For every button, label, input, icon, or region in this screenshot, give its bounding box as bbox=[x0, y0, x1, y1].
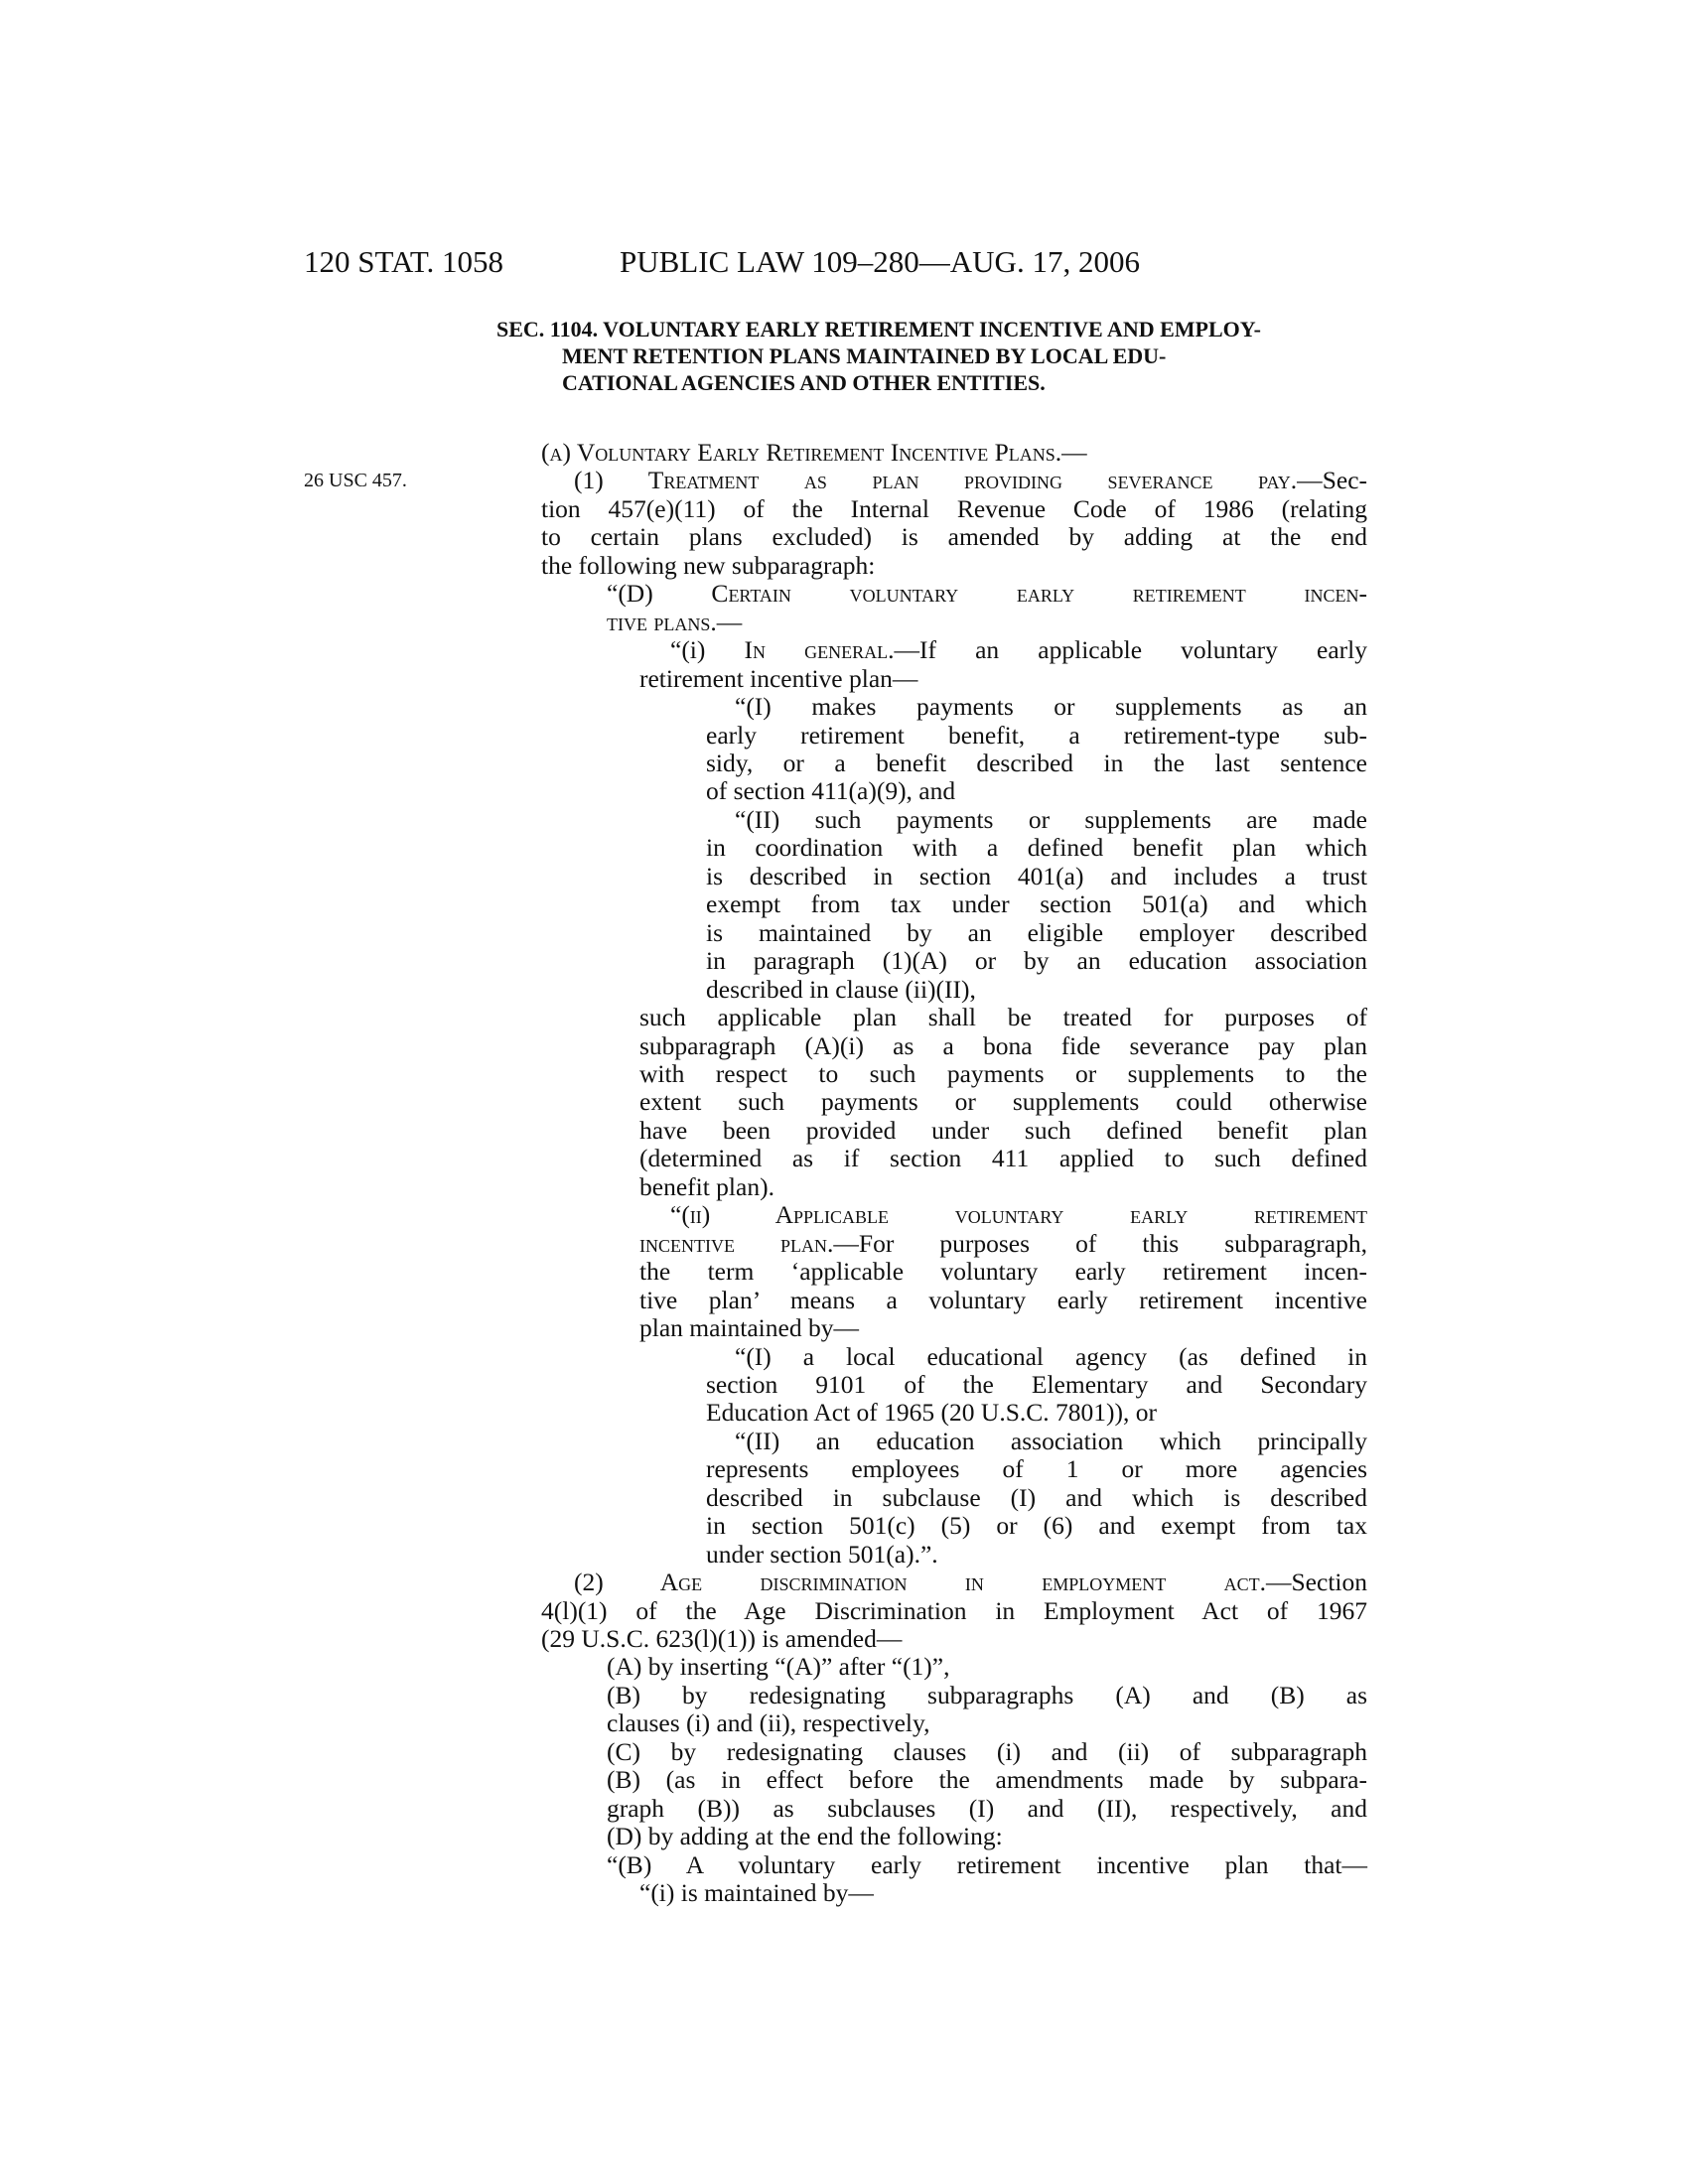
continuation-line: with respect to such payments or supplements to the bbox=[639, 1058, 1367, 1088]
section-heading bbox=[496, 316, 1367, 396]
continuation-line: benefit plan). bbox=[639, 1171, 774, 1201]
heading-line: CATIONAL AGENCIES AND OTHER ENTITIES. bbox=[562, 370, 1046, 395]
heading-line: MENT RETENTION PLANS MAINTAINED BY LOCAL EDU- bbox=[562, 343, 1167, 368]
amendment-line: clauses (i) and (ii), respectively, bbox=[607, 1708, 930, 1738]
heading-line: SEC. 1104. VOLUNTARY EARLY RETIREMENT INCENTIVE AND EMPLOY- bbox=[496, 317, 1261, 341]
clause-ii-line: “(ii) Applicable voluntary early retirement bbox=[670, 1200, 1367, 1230]
subclause-line: “(I) makes payments or supplements as an bbox=[735, 692, 1367, 722]
paragraph-1-line: to certain plans excluded) is amended by adding at the end bbox=[541, 522, 1367, 552]
subclause-line: is maintained by an eligible employer described bbox=[706, 917, 1367, 947]
section-body bbox=[541, 439, 1367, 1908]
subclause-line: in section 501(c) (5) or (6) and exempt from tax bbox=[706, 1511, 1367, 1541]
subclause-line: described in clause (ii)(II), bbox=[706, 974, 976, 1004]
subclause-line: in paragraph (1)(A) or by an education association bbox=[706, 946, 1367, 976]
continuation-line: have been provided under such defined benefit plan bbox=[639, 1115, 1367, 1145]
clause-i-line: retirement incentive plan— bbox=[639, 663, 918, 693]
amendment-line: (C) by redesignating clauses (i) and (ii) of subparagraph bbox=[607, 1736, 1367, 1766]
subclause-line: section 9101 of the Elementary and Secondary bbox=[706, 1369, 1367, 1399]
clause-ii-line: the term ‘applicable voluntary early retirement incen- bbox=[639, 1257, 1367, 1287]
subclause-line: represents employees of 1 or more agencies bbox=[706, 1454, 1367, 1484]
subclause-line: is described in section 401(a) and includes a trust bbox=[706, 861, 1367, 890]
subparagraph-d-heading: “(D) Certain voluntary early retirement incen- bbox=[607, 579, 1367, 609]
amendment-line: (A) by inserting “(A)” after “(1)”, bbox=[607, 1652, 950, 1682]
amendment-line: (B) (as in effect before the amendments made by subpara- bbox=[607, 1765, 1367, 1795]
paragraph-1-line: tion 457(e)(11) of the Internal Revenue Code of 1986 (relating bbox=[541, 493, 1367, 523]
clause-ii-line: incentive plan.—For purposes of this subparagraph, bbox=[639, 1228, 1367, 1258]
amendment-line: (B) by redesignating subparagraphs (A) and (B) as bbox=[607, 1680, 1367, 1709]
subparagraph-d-heading: tive plans.— bbox=[607, 607, 743, 636]
subclause-line: in coordination with a defined benefit plan which bbox=[706, 833, 1367, 863]
paragraph-1-line: the following new subparagraph: bbox=[541, 550, 876, 580]
amendment-line: (D) by adding at the end the following: bbox=[607, 1822, 1003, 1851]
stat-page-number: 120 STAT. 1058 bbox=[304, 244, 504, 279]
subclause-line: described in subclause (I) and which is described bbox=[706, 1482, 1367, 1512]
subclause-line: “(I) a local educational agency (as defined in bbox=[735, 1341, 1367, 1371]
margin-note: 26 USC 457. bbox=[304, 470, 407, 491]
continuation-line: such applicable plan shall be treated for purposes of bbox=[639, 1003, 1367, 1032]
subsection-a-heading: (a) Voluntary Early Retirement Incentive Plans.— bbox=[541, 438, 1087, 467]
paragraph-2-line: (29 U.S.C. 623(l)(1)) is amended— bbox=[541, 1624, 903, 1654]
continuation-line: (determined as if section 411 applied to such defined bbox=[639, 1144, 1367, 1173]
subclause-line: under section 501(a).”. bbox=[706, 1539, 938, 1569]
law-title: PUBLIC LAW 109–280—AUG. 17, 2006 bbox=[620, 244, 1140, 279]
subclause-line: “(II) an education association which principally bbox=[735, 1426, 1367, 1455]
clause-ii-line: plan maintained by— bbox=[639, 1313, 859, 1343]
page-header bbox=[0, 244, 1688, 284]
quoted-text-line: “(B) A voluntary early retirement incentive plan that— bbox=[607, 1849, 1367, 1879]
continuation-line: extent such payments or supplements could otherwise bbox=[639, 1087, 1367, 1117]
continuation-line: subparagraph (A)(i) as a bona fide severance pay plan bbox=[639, 1030, 1367, 1060]
paragraph-2-line: (2) Age discrimination in employment act.—Section bbox=[574, 1568, 1367, 1597]
subclause-line: of section 411(a)(9), and bbox=[706, 776, 956, 806]
paragraph-2-line: 4(l)(1) of the Age Discrimination in Employment Act of 1967 bbox=[541, 1595, 1367, 1625]
subclause-line: exempt from tax under section 501(a) and which bbox=[706, 889, 1367, 919]
subclause-line: early retirement benefit, a retirement-type sub- bbox=[706, 720, 1367, 750]
clause-i-line: “(i) In general.—If an applicable voluntary early bbox=[670, 635, 1367, 665]
quoted-text-line: “(i) is maintained by— bbox=[639, 1878, 874, 1908]
subclause-line: Education Act of 1965 (20 U.S.C. 7801)), or bbox=[706, 1398, 1157, 1428]
subclause-line: “(II) such payments or supplements are made bbox=[735, 804, 1367, 834]
amendment-line: graph (B)) as subclauses (I) and (II), respectively, and bbox=[607, 1793, 1367, 1823]
clause-ii-line: tive plan’ means a voluntary early retirement incentive bbox=[639, 1285, 1367, 1314]
subclause-line: sidy, or a benefit described in the last sentence bbox=[706, 748, 1367, 777]
paragraph-1-line: (1) Treatment as plan providing severance pay.—Sec- bbox=[574, 466, 1367, 495]
